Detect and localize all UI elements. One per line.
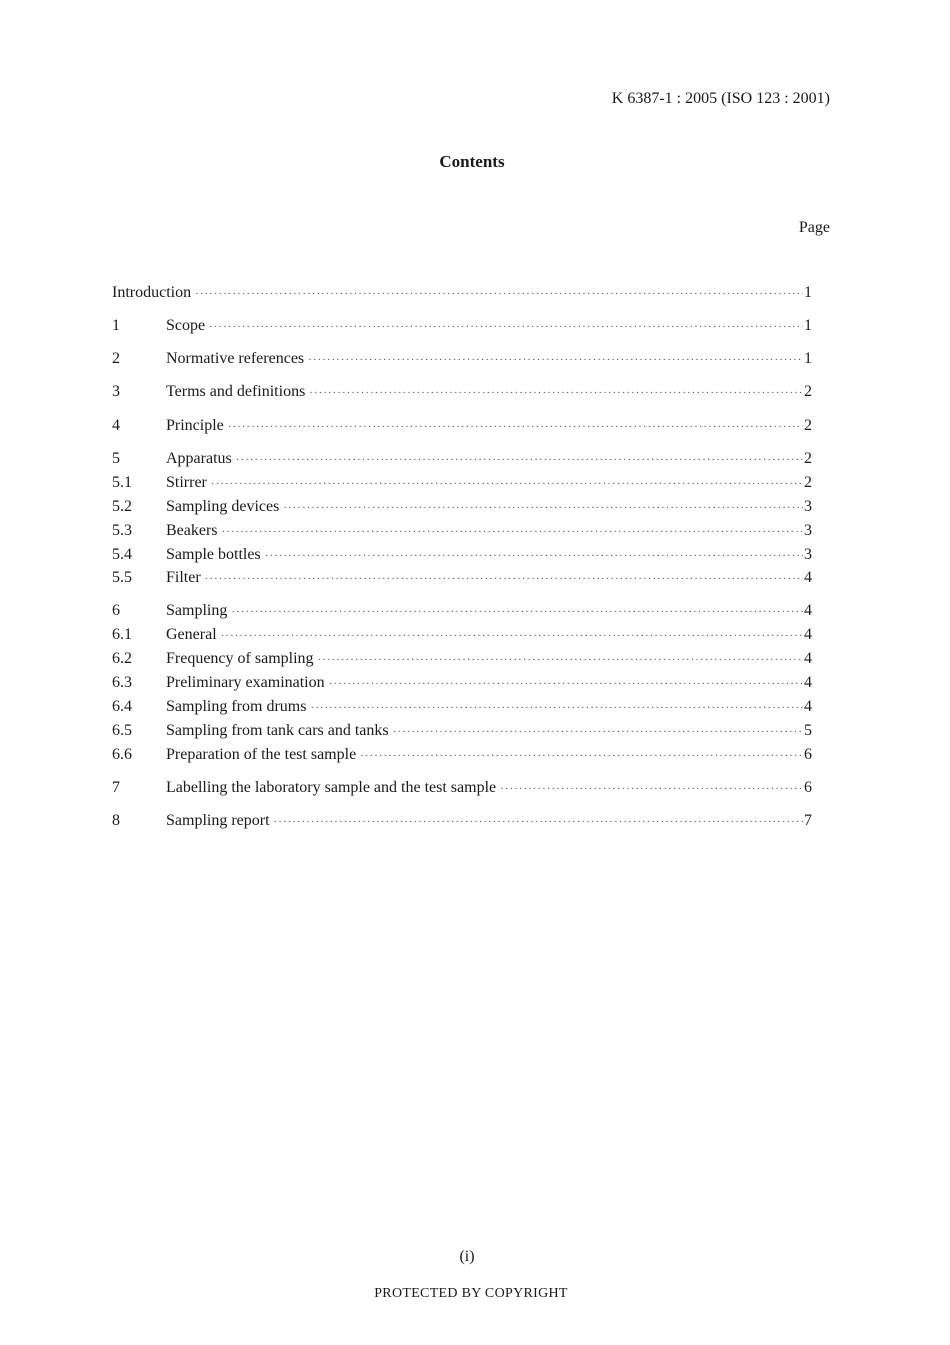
toc-entry-5-5[interactable]	[112, 567, 812, 589]
toc-leader-dots	[310, 697, 803, 719]
toc-entry-title: Preparation of the test sample	[166, 746, 357, 763]
toc-entry-page: 1	[804, 284, 812, 301]
toc-entry-5[interactable]	[112, 448, 812, 470]
toc-entry-title: Labelling the laboratory sample and the test sample	[166, 779, 497, 796]
toc-entry-title: Introduction	[112, 284, 192, 301]
toc-entry-number: 4	[112, 417, 120, 434]
toc-entry-2[interactable]	[112, 348, 812, 370]
toc-leader-dots	[360, 745, 803, 767]
toc-leader-dots	[393, 721, 803, 743]
toc-entry-5-1[interactable]	[112, 472, 812, 494]
toc-entry-page: 2	[804, 417, 812, 434]
toc-entry-title: Sampling report	[166, 812, 270, 829]
toc-entry-6-6[interactable]	[112, 744, 812, 766]
toc-leader-dots	[228, 416, 803, 438]
toc-entry-title: Beakers	[166, 522, 218, 539]
toc-entry-number: 6.6	[112, 746, 132, 763]
toc-leader-dots	[318, 649, 803, 671]
toc-leader-dots	[283, 497, 803, 519]
toc-entry-title: Apparatus	[166, 450, 232, 467]
toc-entry-page: 1	[804, 350, 812, 367]
toc-leader-dots	[195, 283, 803, 305]
toc-entry-title: Frequency of sampling	[166, 650, 314, 667]
toc-entry-page: 4	[804, 602, 812, 619]
toc-entry-number: 5.3	[112, 522, 132, 539]
toc-leader-dots	[221, 625, 803, 647]
toc-entry-5-3[interactable]	[112, 520, 812, 542]
toc-leader-dots	[231, 601, 803, 623]
toc-leader-dots	[222, 521, 803, 543]
toc-entry-number: 5.1	[112, 474, 132, 491]
toc-entry-page: 4	[804, 626, 812, 643]
toc-leader-dots	[274, 811, 803, 833]
toc-leader-dots	[211, 473, 803, 495]
toc-entry-page: 7	[804, 812, 812, 829]
toc-leader-dots	[308, 349, 803, 371]
toc-entry-page: 3	[804, 546, 812, 563]
toc-entry-page: 2	[804, 450, 812, 467]
toc-leader-dots	[236, 449, 803, 471]
toc-entry-1[interactable]	[112, 315, 812, 337]
toc-entry-title: Stirrer	[166, 474, 207, 491]
toc-entry-number: 7	[112, 779, 120, 796]
toc-entry-title: Sampling devices	[166, 498, 280, 515]
toc-entry-title: Preliminary examination	[166, 674, 325, 691]
toc-entry-title: General	[166, 626, 217, 643]
toc-entry-6-1[interactable]	[112, 624, 812, 646]
toc-entry-7[interactable]	[112, 777, 812, 799]
toc-entry-title: Sampling from drums	[166, 698, 307, 715]
toc-leader-dots	[329, 673, 803, 695]
toc-entry-number: 6.4	[112, 698, 132, 715]
page-column-label: Page	[798, 219, 830, 236]
toc-entry-number: 3	[112, 383, 120, 400]
footer-page-number: (i)	[459, 1248, 475, 1265]
toc-entry-title: Filter	[166, 569, 201, 586]
toc-entry-page: 3	[804, 498, 812, 515]
toc-entry-5-4[interactable]	[112, 544, 812, 566]
toc-entry-number: 6.3	[112, 674, 132, 691]
toc-entry-number: 5.2	[112, 498, 132, 515]
toc-entry-title: Normative references	[166, 350, 305, 367]
toc-entry-page: 2	[804, 383, 812, 400]
toc-entry-title: Sample bottles	[166, 546, 261, 563]
toc-entry-6-3[interactable]	[112, 672, 812, 694]
toc-entry-page: 5	[804, 722, 812, 739]
toc-entry-introduction[interactable]	[112, 282, 812, 304]
toc-entry-8[interactable]	[112, 810, 812, 832]
toc-entry-5-2[interactable]	[112, 496, 812, 518]
toc-entry-title: Sampling	[166, 602, 228, 619]
toc-entry-page: 4	[804, 650, 812, 667]
toc-entry-title: Principle	[166, 417, 224, 434]
toc-entry-title: Sampling from tank cars and tanks	[166, 722, 389, 739]
document-identifier: K 6387-1 : 2005 (ISO 123 : 2001)	[611, 90, 830, 107]
toc-entry-page: 4	[804, 674, 812, 691]
toc-entry-number: 2	[112, 350, 120, 367]
toc-leader-dots	[500, 778, 803, 800]
toc-entry-number: 5	[112, 450, 120, 467]
toc-entry-6-4[interactable]	[112, 696, 812, 718]
toc-entry-6-2[interactable]	[112, 648, 812, 670]
toc-entry-page: 4	[804, 569, 812, 586]
toc-entry-title: Scope	[166, 317, 206, 334]
toc-entry-page: 3	[804, 522, 812, 539]
toc-entry-number: 1	[112, 317, 120, 334]
toc-entry-6-5[interactable]	[112, 720, 812, 742]
toc-entry-number: 6.5	[112, 722, 132, 739]
toc-leader-dots	[265, 545, 803, 567]
toc-entry-6[interactable]	[112, 600, 812, 622]
toc-entry-number: 5.5	[112, 569, 132, 586]
toc-entry-page: 1	[804, 317, 812, 334]
toc-entry-4[interactable]	[112, 415, 812, 437]
toc-leader-dots	[205, 568, 803, 590]
toc-entry-page: 6	[804, 779, 812, 796]
toc-entry-title: Terms and definitions	[166, 383, 306, 400]
toc-leader-dots	[309, 382, 803, 404]
toc-entry-number: 6	[112, 602, 120, 619]
toc-entry-number: 6.2	[112, 650, 132, 667]
toc-entry-number: 5.4	[112, 546, 132, 563]
toc-leader-dots	[209, 316, 803, 338]
toc-entry-number: 8	[112, 812, 120, 829]
toc-entry-page: 4	[804, 698, 812, 715]
toc-entry-page: 2	[804, 474, 812, 491]
page-title: Contents	[439, 152, 505, 171]
toc-entry-number: 6.1	[112, 626, 132, 643]
toc-entry-3[interactable]	[112, 381, 812, 403]
copyright-notice: PROTECTED BY COPYRIGHT	[374, 1286, 568, 1301]
toc-entry-page: 6	[804, 746, 812, 763]
